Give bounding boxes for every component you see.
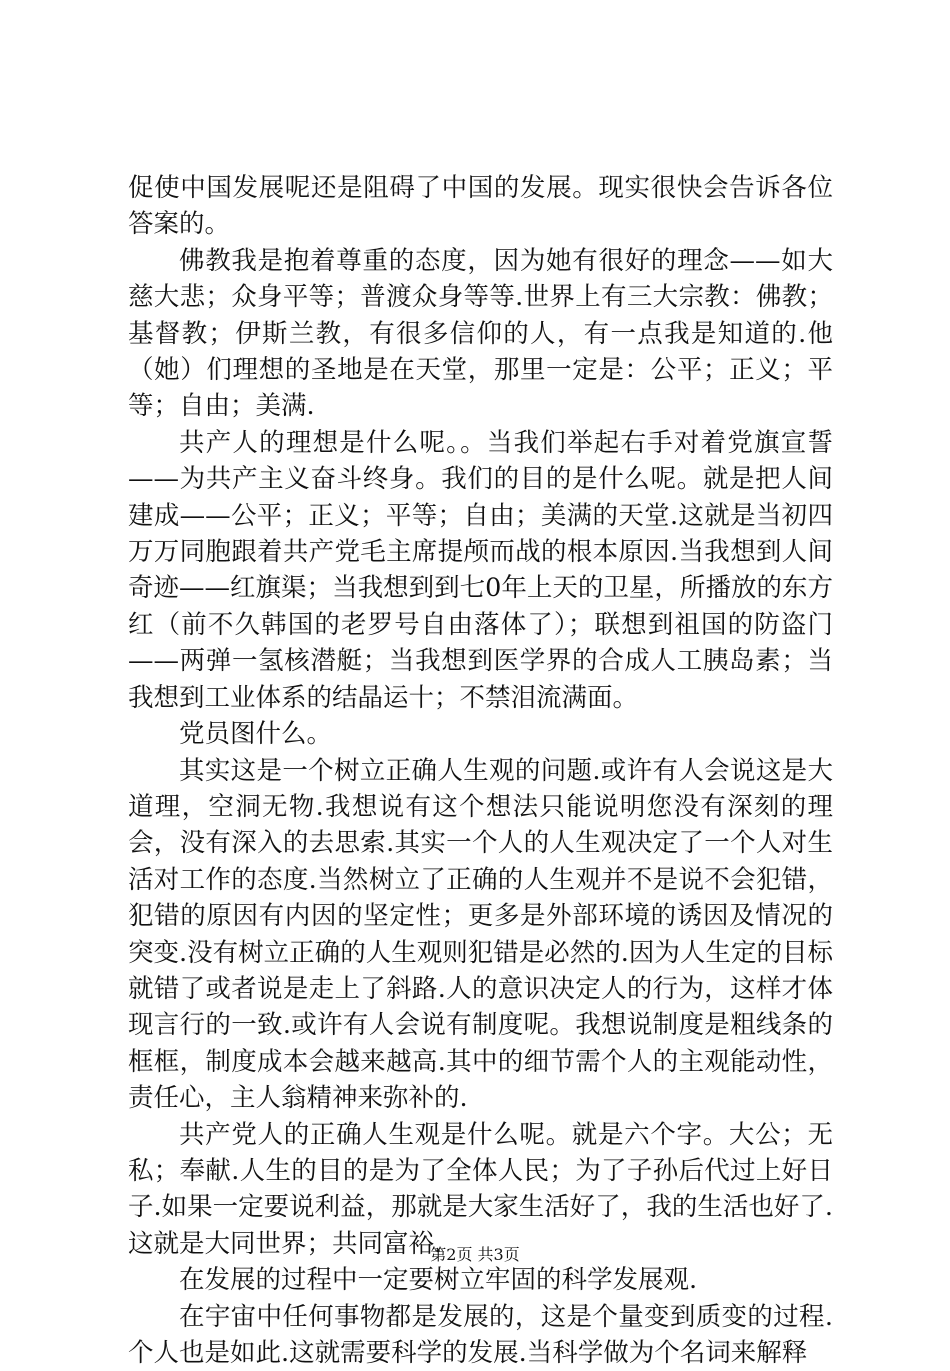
paragraph: 共产党人的正确人生观是什么呢。就是六个字。大公；无私；奉献.人生的目的是为了全体人民；为了子孙后代过上好日子.如果一定要说利益，那就是大家生活好了，我的生活也好了.这就是大同世界；共同富裕. [128, 1119, 833, 1259]
paragraph: 党员图什么。 [179, 719, 333, 750]
paragraph: 在发展的过程中一定要树立牢固的科学发展观. [179, 1265, 698, 1296]
document-body [128, 170, 833, 1371]
paragraph: 在宇宙中任何事物都是发展的，这是个量变到质变的过程.个人也是如此.这就需要科学的发展.当科学做为个名词来解释 [128, 1301, 833, 1368]
paragraph: 共产人的理想是什么呢。。当我们举起右手对着党旗宣誓——为共产主义奋斗终身。我们的目的是什么呢。就是把人间建成——公平；正义；平等；自由；美满的天堂.这就是当初四万万同胞跟着共产党毛主席提颅而战的根本原因.当我想到人间奇迹——红旗渠；当我想到到七0年上天的卫星，所播放的东方红（前不久韩国的老罗号自由落体了）；联想到祖国的防盗门——两弹一氢核潜艇；当我想到医学界的合成人工胰岛素；当我想到工业体系的结晶运十；不禁泪流满面。 [128, 427, 833, 713]
paragraph: 促使中国发展呢还是阻碍了中国的发展。现实很快会告诉各位答案的。 [128, 173, 833, 240]
paragraph: 佛教我是抱着尊重的态度，因为她有很好的理念——如大慈大悲；众身平等；普渡众身等等.世界上有三大宗教：佛教；基督教；伊斯兰教，有很多信仰的人，有一点我是知道的.他（她）们理想的圣地是在天堂，那里一定是：公平；正义；平等；自由；美满. [128, 245, 833, 422]
paragraph: 其实这是一个树立正确人生观的问题.或许有人会说这是大道理，空洞无物.我想说有这个想法只能说明您没有深刻的理会，没有深入的去思索.其实一个人的人生观决定了一个人对生活对工作的态度.当然树立了正确的人生观并不是说不会犯错，犯错的原因有内因的坚定性；更多是外部环境的诱因及情况的突变.没有树立正确的人生观则犯错是必然的.因为人生定的目标就错了或者说是走上了斜路.人的意识决定人的行为，这样才体现言行的一致.或许有人会说有制度呢。我想说制度是粗线条的框框，制度成本会越来越高.其中的细节需个人的主观能动性，责任心，主人翁精神来弥补的. [128, 755, 833, 1114]
page-number-footer: 第2页 共3页 [430, 1245, 520, 1264]
